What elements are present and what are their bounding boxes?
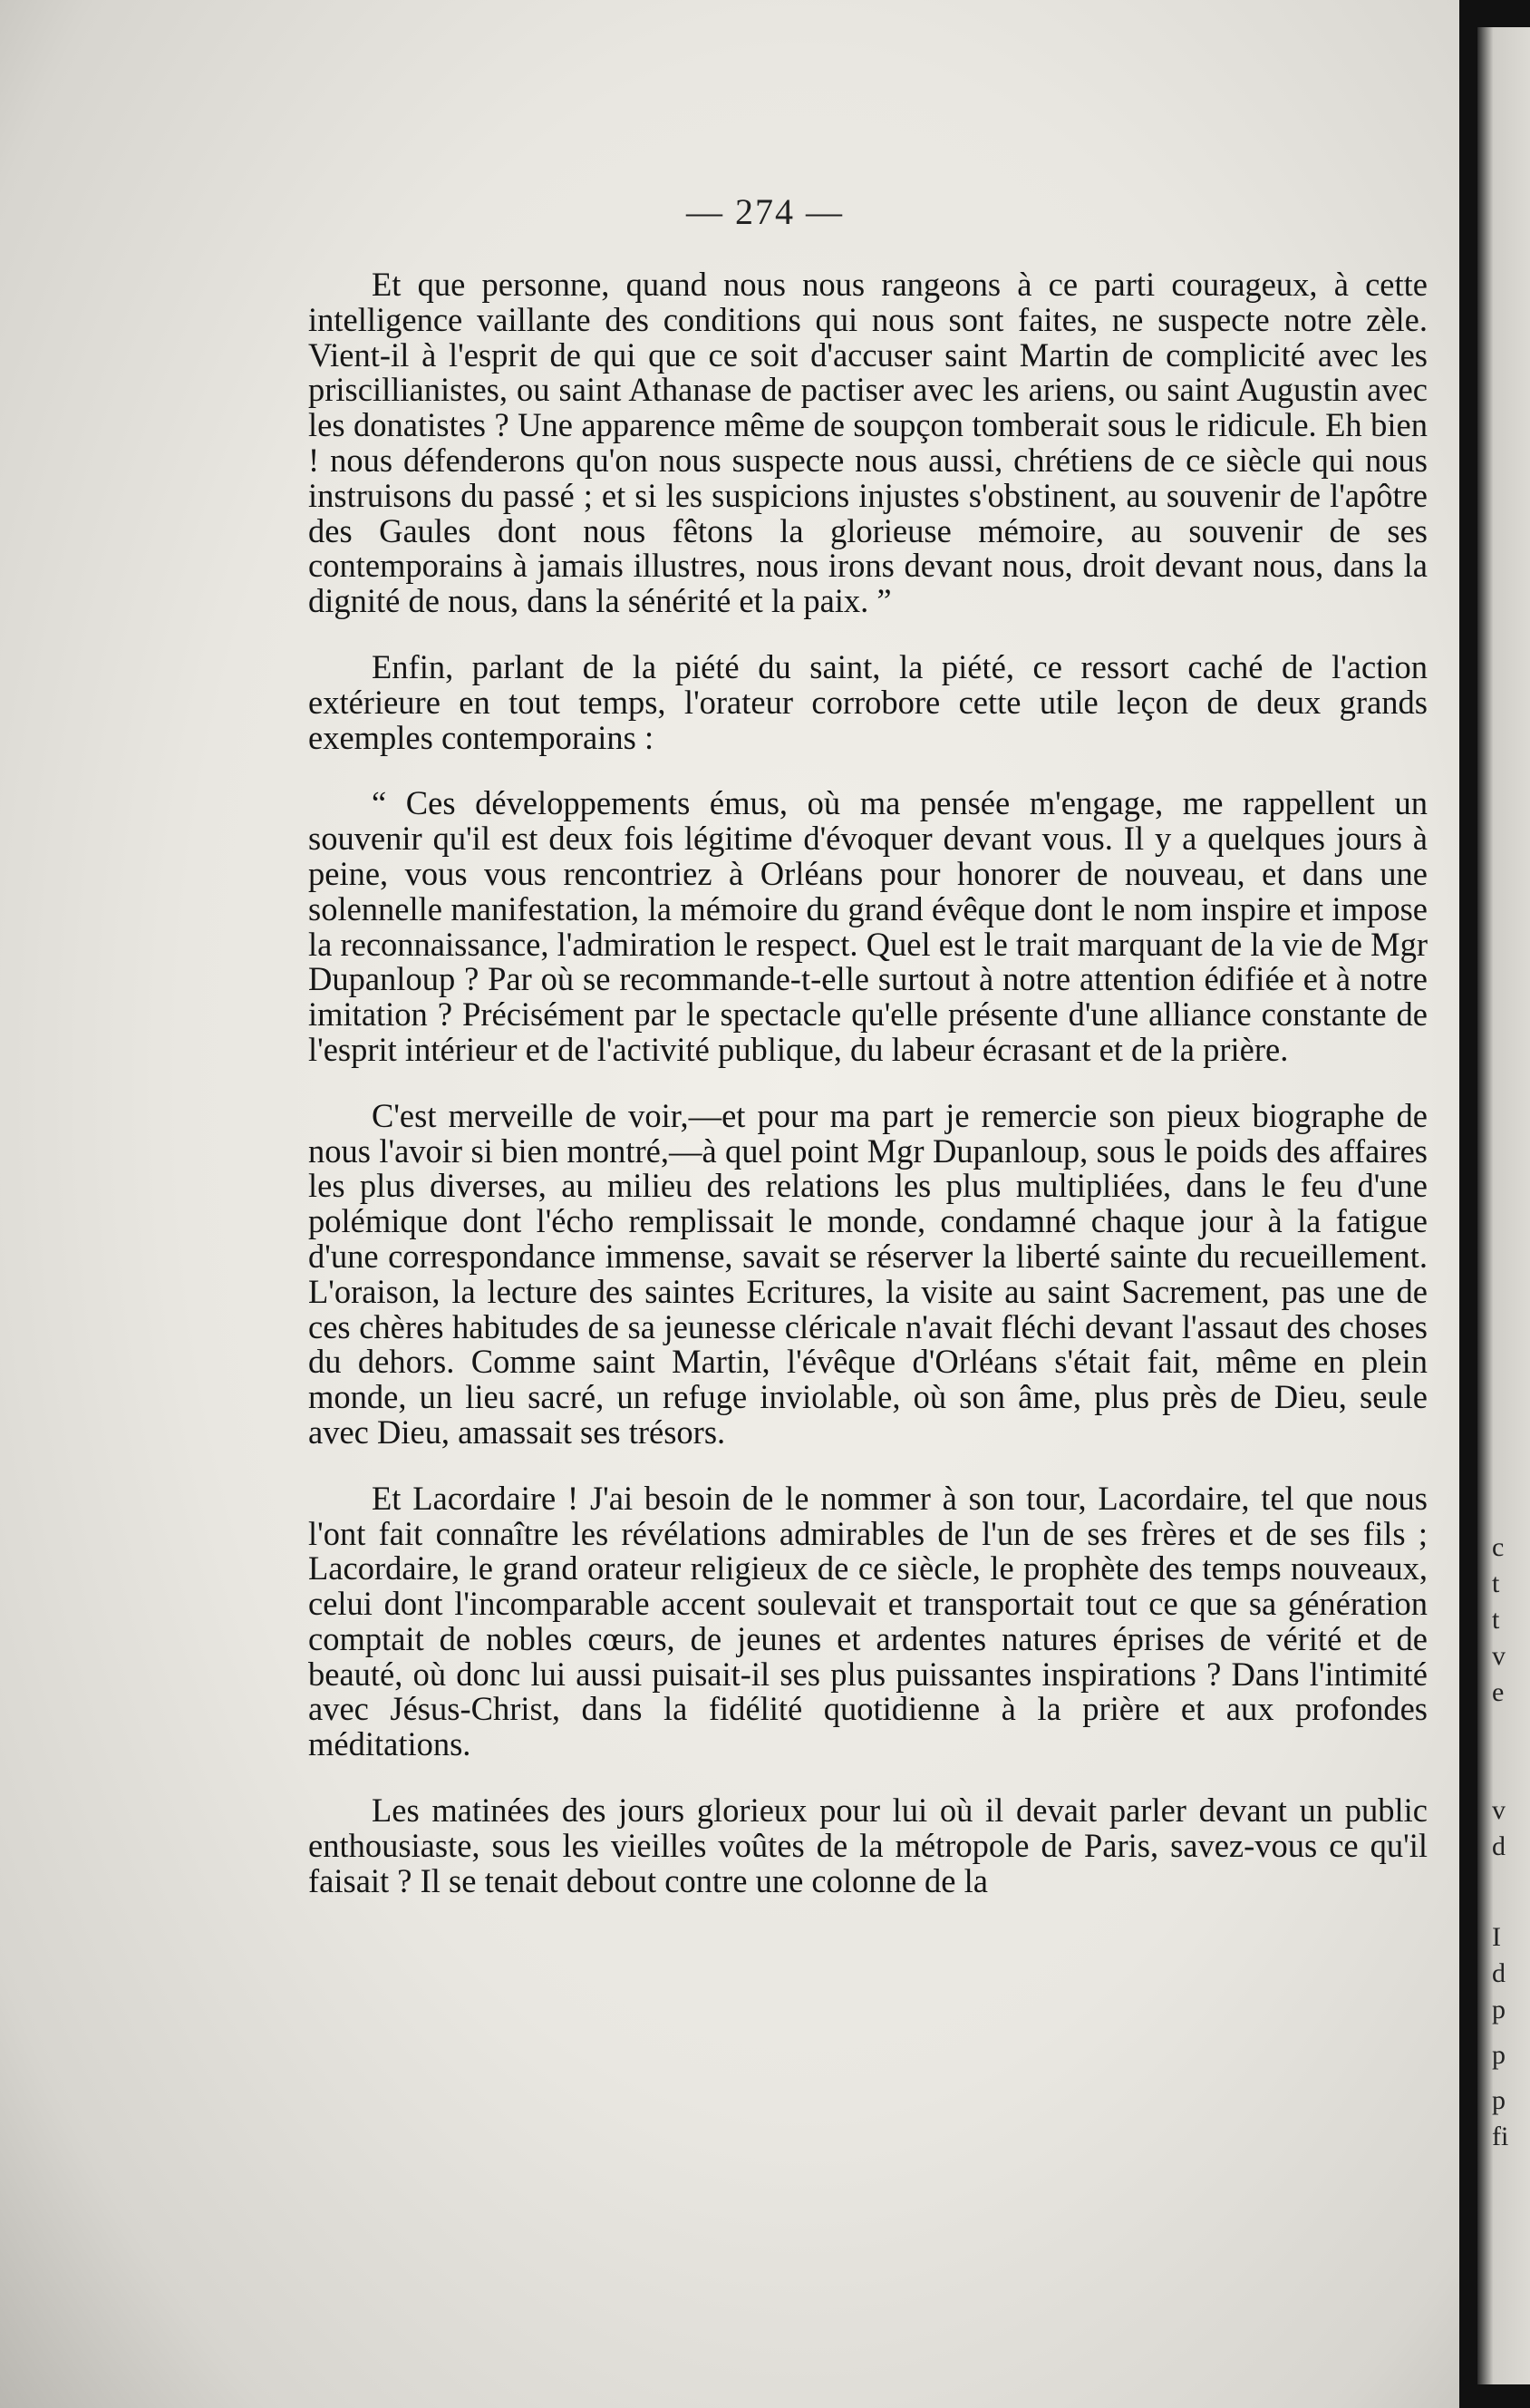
margin-fragment: e xyxy=(1492,1677,1505,1707)
margin-fragment: v xyxy=(1492,1795,1506,1825)
margin-fragment: t xyxy=(1492,1605,1500,1635)
adjacent-page-edge xyxy=(1477,27,1530,2384)
margin-fragment: p xyxy=(1492,2085,1506,2115)
paragraph: Les matinées des jours glorieux pour lui où il devait parler devant un public enthousiaste, sous les vieilles voûtes de la métropole de Paris, savez-vous ce qu'il faisait ? Il se tenait debout contre une colonne de la xyxy=(308,1791,1428,1899)
paragraph: “ Ces développements émus, où ma pensée m'engage, me rappellent un souvenir qu'il est deux fois légitime d'évoquer devant vous. Il y a quelques jours à peine, vous vous rencontriez à Orléans pour honorer de nouveau, et dans une solennelle manifestation, la mémoire du grand évêque dont le nom inspire et impose la reconnaissance, l'admiration le respect. Quel est le trait marquant de la vie de Mgr Dupanloup ? Par où se recommande-t-elle surtout à notre attention édifiée et à notre imitation ? Précisément par le spectacle qu'elle présente d'une alliance constante de l'esprit intérieur et de l'activité publique, du labeur écrasant et de la prière. xyxy=(308,784,1428,1068)
margin-fragment: d xyxy=(1492,1831,1506,1861)
paragraph: Enfin, parlant de la piété du saint, la piété, ce ressort caché de l'action extérieure en tout temps, l'orateur corrobore cette utile leçon de deux grands exemples contemporains : xyxy=(308,647,1428,756)
body-text xyxy=(308,267,1428,1929)
margin-fragment: c xyxy=(1492,1532,1505,1562)
margin-fragment: p xyxy=(1492,2040,1506,2070)
paragraph: Et que personne, quand nous nous rangeons à ce parti courageux, à cette intelligence vaillante des conditions qui nous sont faites, ne suspecte notre zèle. Vient-il à l'esprit de qui que ce soit d'accuser saint Martin de complicité avec les priscillianistes, ou saint Athanase de pactiser avec les ariens, ou saint Augustin avec les donatistes ? Une apparence même de soupçon tomberait sous le ridicule. Eh bien ! nous défenderons qu'on nous suspecte nous aussi, chrétiens de ce siècle qui nous instruisons du passé ; et si les suspicions injustes s'obstinent, au souvenir de l'apôtre des Gaules dont nous fêtons la glorieuse mémoire, au souvenir de ses contemporains à jamais illustres, nous irons devant nous, droit devant nous, dans la dignité de nous, dans la sénérité et la paix. ” xyxy=(308,266,1428,620)
margin-fragment: fi xyxy=(1492,2122,1509,2151)
paragraph: Et Lacordaire ! J'ai besoin de le nommer à son tour, Lacordaire, tel que nous l'ont fait connaître les révélations admirables de l'un de ses frères et de ses fils ; Lacordaire, le grand orateur religieux de ce siècle, le prophète des temps nouveaux, celui dont l'incomparable accent soulevait et transportait tout ce que sa génération comptait de nobles cœurs, de jeunes et ardentes natures éprises de vérité et de beauté, où donc lui aussi puisait-il ses plus puissantes inspirations ? Dans l'intimité avec Jésus-Christ, dans la fidélité quotidienne à la prière et aux profondes méditations. xyxy=(308,1479,1428,1763)
page-number: — 274 — xyxy=(686,191,844,232)
margin-fragment: I xyxy=(1492,1922,1501,1952)
margin-fragment: v xyxy=(1492,1641,1506,1671)
margin-fragment: t xyxy=(1492,1568,1500,1598)
paragraph: C'est merveille de voir,—et pour ma part je remercie son pieux biographe de nous l'avoir si bien montré,—à quel point Mgr Dupanloup, sous le poids des affaires les plus diverses, au milieu des relations les plus multipliées, dans le feu d'une polémique dont l'écho remplissait le monde, condamné chaque jour à la fatigue d'une correspondance immense, savait se réserver la liberté sainte du recueillement. L'oraison, la lecture des saintes Ecritures, la visite au saint Sacrement, pas une de ces chères habitudes de sa jeunesse cléricale n'avait fléchi devant l'assaut des choses du dehors. Comme saint Martin, l'évêque d'Orléans s'était fait, même en plein monde, un lieu sacré, un refuge inviolable, où son âme, plus près de Dieu, seule avec Dieu, amassait ses trésors. xyxy=(308,1096,1428,1451)
margin-fragment: p xyxy=(1492,1995,1506,2024)
margin-fragment: d xyxy=(1492,1958,1506,1988)
